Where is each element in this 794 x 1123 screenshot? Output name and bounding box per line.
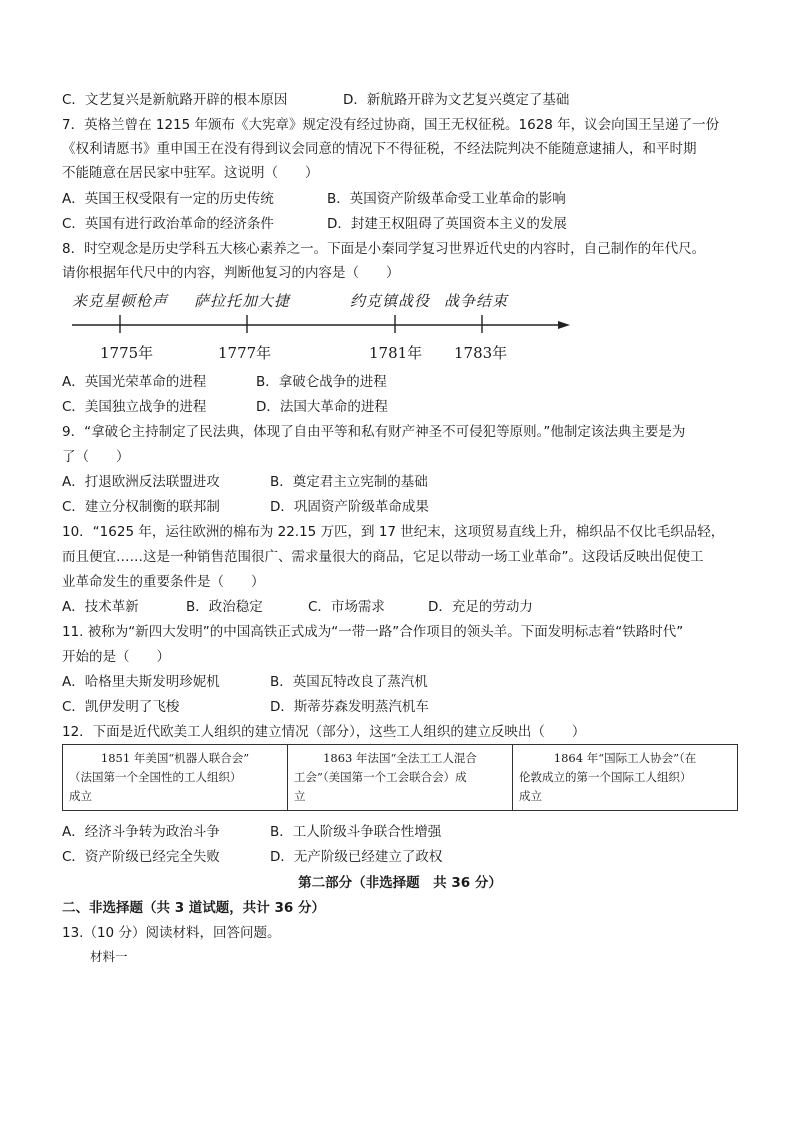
q10-option-b: B．政治稳定 <box>186 599 263 615</box>
q8-option-d: D．法国大革命的进程 <box>256 399 388 415</box>
table-row <box>63 745 738 811</box>
q9-option-a: A．打退欧洲反法联盟进攻 <box>62 474 220 490</box>
q12-option-b: B．工人阶级斗争联合性增强 <box>270 824 442 840</box>
q11-stem-line2: 开始的是（ ） <box>62 649 170 665</box>
q11-option-b: B．英国瓦特改良了蒸汽机 <box>270 674 428 690</box>
q10-stem-line1: 10．“1625 年，运往欧洲的棉布为 22.15 万匹，到 17 世纪末，这项贸易直线上升，棉织品不仅比毛织品轻， <box>62 524 725 540</box>
q9-stem-line1: 9．“拿破仑主持制定了民法典，体现了自由平等和私有财产神圣不可侵犯等原则。”他制定该法典主要是为 <box>62 424 686 440</box>
q12-option-a: A．经济斗争转为政治斗争 <box>62 824 220 840</box>
q10-option-d: D．充足的劳动力 <box>428 599 533 615</box>
q8-option-a: A．英国光荣革命的进程 <box>62 374 207 390</box>
year-1777: 1777年 <box>218 344 272 362</box>
q7-option-a: A．英国王权受限有一定的历史传统 <box>62 191 274 207</box>
q12-stem: 12．下面是近代欧美工人组织的建立情况（部分），这些工人组织的建立反映出（ ） <box>62 724 586 740</box>
q8-stem-line1: 8．时空观念是历史学科五大核心素养之一。下面是小秦同学复习世界近代史的内容时，自己制作的年代尺。 <box>62 241 706 257</box>
year-1781: 1781年 <box>369 344 423 362</box>
q9-option-d: D．巩固资产阶级革命成果 <box>270 499 429 515</box>
q7-option-b: B．英国资产阶级革命受工业革命的影响 <box>327 191 566 207</box>
q7-option-d: D．封建王权阻碍了英国资本主义的发展 <box>327 216 567 232</box>
timeline <box>72 288 572 368</box>
q9-option-b: B．奠定君主立宪制的基础 <box>270 474 428 490</box>
table-cell-1864: 1864 年“国际工人协会”（在 伦敦成立的第一个国际工人组织） 成立 <box>513 745 738 811</box>
q10-option-a: A．技术革新 <box>62 599 139 615</box>
q6-option-d: D．新航路开辟为文艺复兴奠定了基础 <box>343 92 570 108</box>
worker-organizations-table <box>62 744 738 811</box>
q12-option-c: C．资产阶级已经完全失败 <box>62 849 220 865</box>
q13-stem: 13.（10 分）阅读材料，回答问题。 <box>62 925 281 941</box>
q6-option-c: C．文艺复兴是新航路开辟的根本原因 <box>62 92 288 108</box>
q10-option-c: C．市场需求 <box>308 599 385 615</box>
table-cell-1863: 1863 年法国“全法工工人混合 工会”（美国第一个工会联合会）成 立 <box>288 745 513 811</box>
q7-stem-line1: 7．英格兰曾在 1215 年颁布《大宪章》规定没有经过协商，国王无权征税。1628 年，议会向国王呈递了一份 <box>62 117 720 133</box>
q8-stem-line2: 请你根据年代尺中的内容，判断他复习的内容是（ ） <box>62 265 400 281</box>
q7-stem-line3: 不能随意在居民家中驻军。这说明（ ） <box>62 165 319 181</box>
q11-option-a: A．哈格里夫斯发明珍妮机 <box>62 674 220 690</box>
year-1783: 1783年 <box>454 344 508 362</box>
q11-option-d: D．斯蒂芬森发明蒸汽机车 <box>270 699 429 715</box>
event-lexington: 来克星顿枪声 <box>72 292 169 310</box>
event-saratoga: 萨拉托加大捷 <box>194 292 291 310</box>
q8-option-b: B．拿破仑战争的进程 <box>256 374 387 390</box>
q9-stem-line2: 了（ ） <box>62 449 130 465</box>
section-heading: 二、非选择题（共 3 道试题，共计 36 分） <box>62 900 325 916</box>
q11-option-c: C．凯伊发明了飞梭 <box>62 699 180 715</box>
material-one-label: 材料一 <box>90 949 128 964</box>
part2-title: 第二部分（非选择题 共 36 分） <box>298 875 502 891</box>
q8-option-c: C．美国独立战争的进程 <box>62 399 207 415</box>
q10-stem-line2: 而且便宜……这是一种销售范围很广、需求量很大的商品，它足以带动一场工业革命”。这段话反映出促使工 <box>62 549 704 565</box>
q10-stem-line3: 业革命发生的重要条件是（ ） <box>62 574 265 590</box>
event-war-end: 战争结束 <box>444 292 509 310</box>
q11-stem-line1: 11. 被称为“新四大发明”的中国高铁正式成为“一带一路”合作项目的领头羊。下面发明标志着“铁路时代” <box>62 624 684 640</box>
year-1775: 1775年 <box>100 344 154 362</box>
event-yorktown: 约克镇战役 <box>350 292 431 310</box>
q7-stem-line2: 《权利请愿书》重申国王在没有得到议会同意的情况下不得征税，不经法院判决不能随意逮捕人，和平时期 <box>62 141 697 157</box>
q7-option-c: C．英国有进行政治革命的经济条件 <box>62 216 274 232</box>
q9-option-c: C．建立分权制衡的联邦制 <box>62 499 220 515</box>
table-cell-1851: 1851 年美国“机器人联合会” （法国第一个全国性的工人组织） 成立 <box>63 745 288 811</box>
q12-option-d: D．无产阶级已经建立了政权 <box>270 849 443 865</box>
